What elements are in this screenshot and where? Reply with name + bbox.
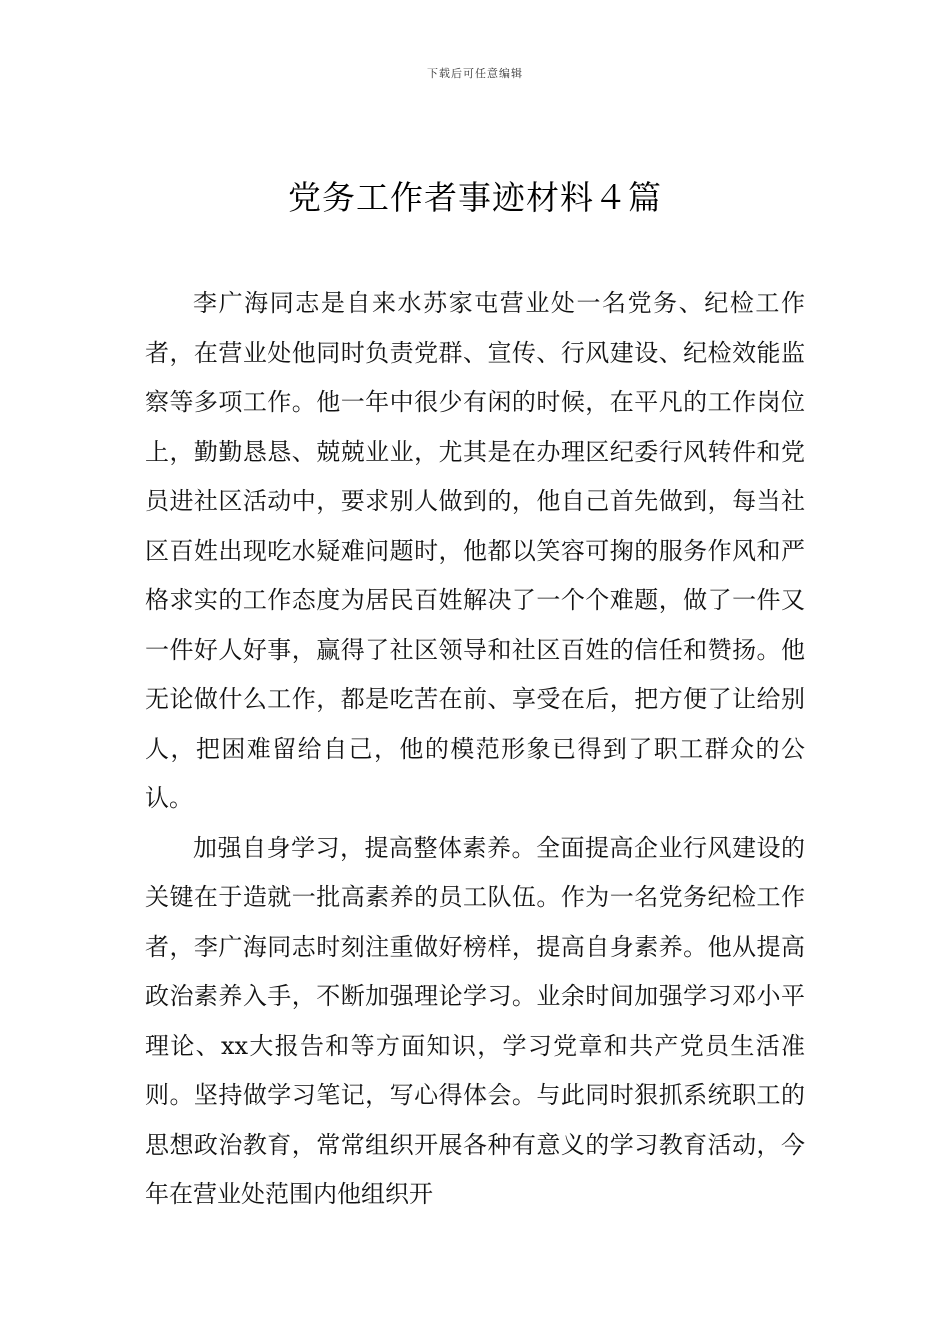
header-note: 下载后可任意编辑 [427, 67, 523, 80]
paragraph: 加强自身学习，提高整体素养。全面提高企业行风建设的关键在于造就一批高素养的员工队伍。作为一名党务纪检工作者，李广海同志时刻注重做好榜样，提高自身素养。他从提高政治素养入手，不断加强理论学习。业余时间加强学习邓小平理论、xx大报告和等方面知识，学习党章和共产党员生活准则。坚持做学习笔记，写心得体会。与此同时狠抓系统职工的思想政治教育，常常组织开展各种有意义的学习教育活动，今年在营业处范围内他组织开 [145, 833, 805, 1208]
paragraph: 李广海同志是自来水苏家屯营业处一名党务、纪检工作者，在营业处他同时负责党群、宣传、行风建设、纪检效能监察等多项工作。他一年中很少有闲的时候，在平凡的工作岗位上，勤勤恳恳、兢兢业业，尤其是在办理区纪委行风转件和党员进社区活动中，要求别人做到的，他自己首先做到，每当社区百姓出现吃水疑难问题时，他都以笑容可掬的服务作风和严格求实的工作态度为居民百姓解决了一个个难题，做了一件又一件好人好事，赢得了社区领导和社区百姓的信任和赞扬。他无论做什么工作，都是吃苦在前、享受在后，把方便了让给别人，把困难留给自己，他的模范形象已得到了职工群众的公认。 [145, 289, 805, 812]
document-title: 党务工作者事迹材料４篇 [288, 178, 662, 217]
document-body [145, 279, 805, 1220]
